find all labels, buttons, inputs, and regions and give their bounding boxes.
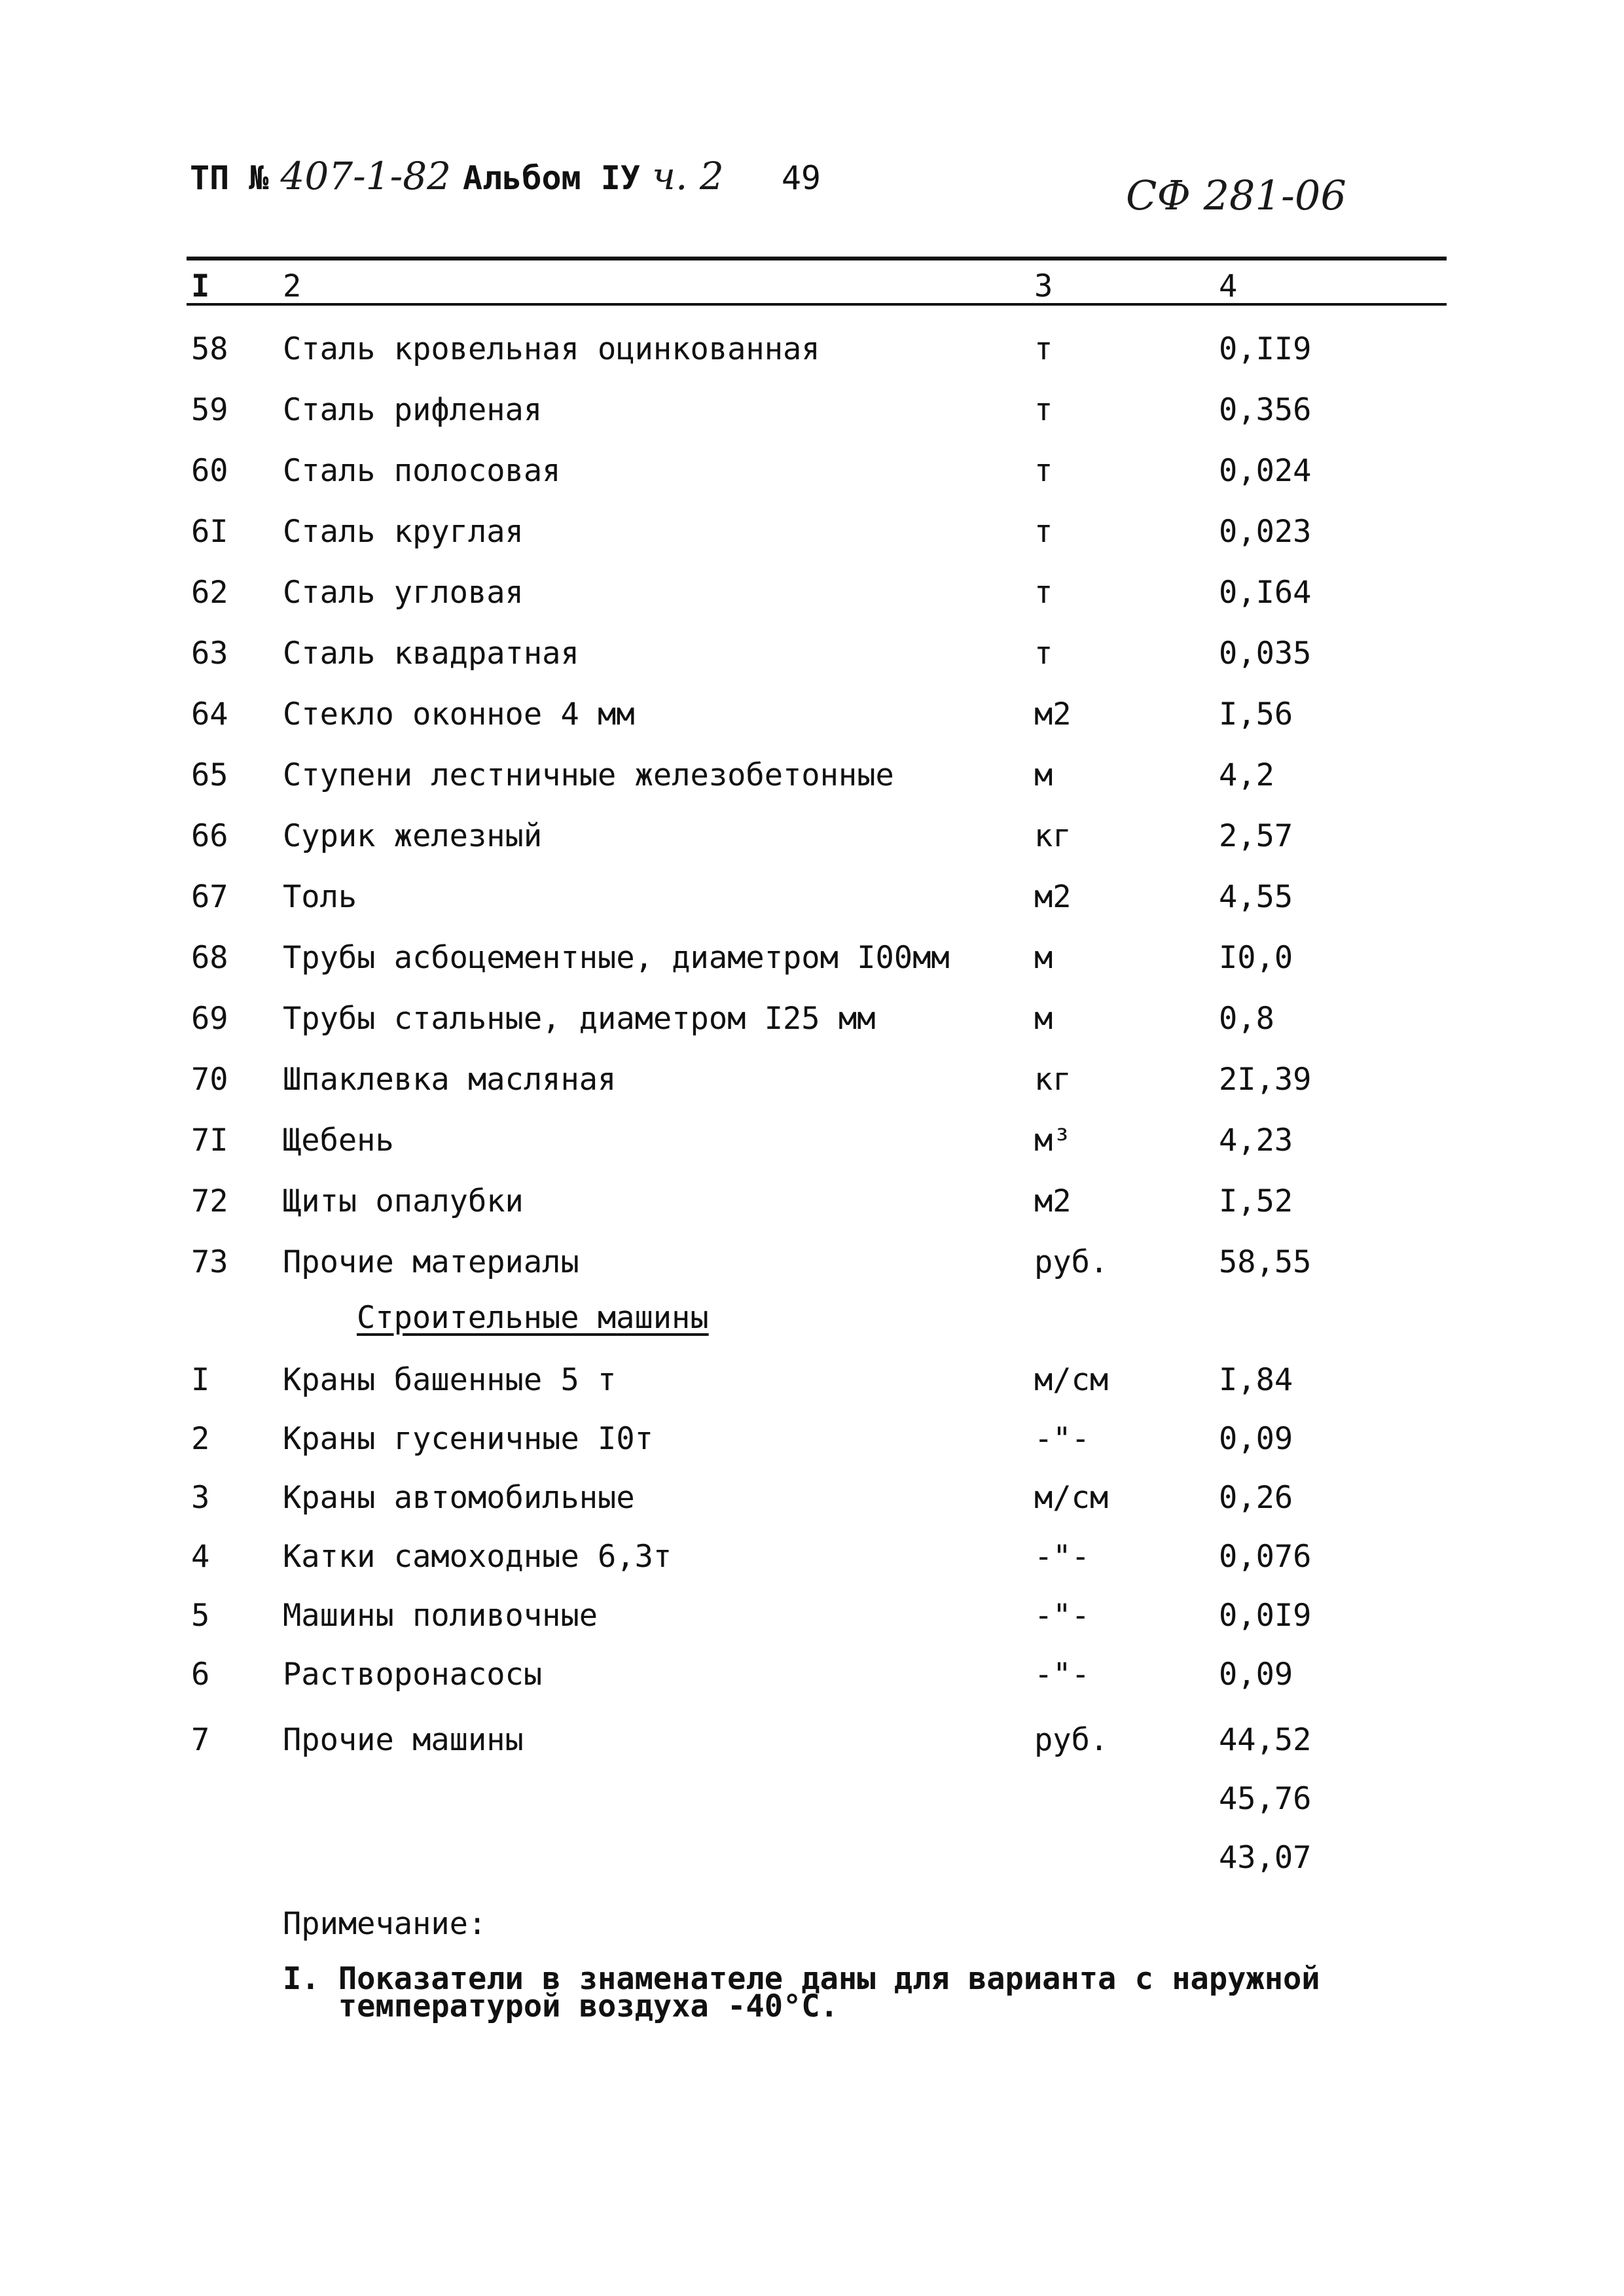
column-header-1: I: [191, 268, 210, 304]
row-value: 0,26: [1219, 1480, 1293, 1516]
row-unit: руб.: [1034, 1244, 1109, 1280]
row-unit: -"-: [1034, 1657, 1090, 1693]
row-value: 0,II9: [1219, 331, 1312, 367]
row-name: Краны автомобильные: [283, 1480, 635, 1516]
row-number: I: [191, 1362, 210, 1398]
row-unit: м2: [1034, 879, 1072, 915]
row-unit: т: [1034, 575, 1053, 611]
extra-value: 45,76: [1219, 1781, 1312, 1817]
row-number: 64: [191, 696, 228, 732]
row-number: 68: [191, 940, 228, 976]
note-line-1: I. Показатели в знаменателе даны для варианта с наружной: [283, 1961, 1320, 1997]
row-unit: т: [1034, 331, 1053, 367]
row-name: Прочие материалы: [283, 1244, 579, 1280]
column-header-3: 3: [1034, 268, 1053, 304]
row-value: I,56: [1219, 696, 1293, 732]
row-unit: -"-: [1034, 1598, 1090, 1634]
row-number: 73: [191, 1244, 228, 1280]
row-number: 69: [191, 1001, 228, 1037]
row-value: 0,024: [1219, 453, 1312, 489]
row-value: 4,55: [1219, 879, 1293, 915]
row-number: 5: [191, 1598, 210, 1634]
row-unit: кг: [1034, 818, 1072, 854]
row-name: Сталь рифленая: [283, 392, 543, 428]
row-name: Сталь квадратная: [283, 636, 579, 672]
row-name: Сталь угловая: [283, 575, 524, 611]
note-line-2: температурой воздуха -40°С.: [283, 1988, 839, 2024]
row-name: Трубы асбоцементные, диаметром I00мм: [283, 940, 950, 976]
row-name: Шпаклевка масляная: [283, 1062, 617, 1098]
row-name: Толь: [283, 879, 357, 915]
row-value: 0,09: [1219, 1657, 1293, 1693]
row-name: Краны башенные 5 т: [283, 1362, 617, 1398]
row-name: Краны гусеничные I0т: [283, 1421, 653, 1457]
row-name: Сталь полосовая: [283, 453, 561, 489]
row-value: 0,0I9: [1219, 1598, 1312, 1634]
row-value: 2,57: [1219, 818, 1293, 854]
row-unit: м2: [1034, 696, 1072, 732]
column-header-4: 4: [1219, 268, 1238, 304]
row-name: Катки самоходные 6,3т: [283, 1539, 672, 1575]
row-unit: кг: [1034, 1062, 1072, 1098]
row-value: 58,55: [1219, 1244, 1312, 1280]
page-number: 49: [781, 159, 821, 197]
row-name: Сталь кровельная оцинкованная: [283, 331, 820, 367]
row-name: Прочие машины: [283, 1722, 524, 1758]
row-number: 65: [191, 757, 228, 793]
row-number: 67: [191, 879, 228, 915]
row-number: 72: [191, 1183, 228, 1219]
row-number: 6I: [191, 514, 228, 550]
row-number: 62: [191, 575, 228, 611]
row-number: 63: [191, 636, 228, 672]
row-name: Сурик железный: [283, 818, 543, 854]
row-name: Машины поливочные: [283, 1598, 598, 1634]
row-name: Стекло оконное 4 мм: [283, 696, 635, 732]
row-unit: т: [1034, 392, 1053, 428]
album-label: Альбом IУ: [463, 159, 640, 197]
row-unit: м2: [1034, 1183, 1072, 1219]
row-number: 70: [191, 1062, 228, 1098]
row-value: 0,09: [1219, 1421, 1293, 1457]
row-value: 0,356: [1219, 392, 1312, 428]
row-unit: -"-: [1034, 1539, 1090, 1575]
row-name: Сталь круглая: [283, 514, 524, 550]
row-name: Ступени лестничные железобетонные: [283, 757, 894, 793]
row-value: 0,076: [1219, 1539, 1312, 1575]
part-label: ч. 2: [651, 154, 724, 198]
row-name: Растворонасосы: [283, 1657, 543, 1693]
row-value: 0,035: [1219, 636, 1312, 672]
row-name: Трубы стальные, диаметром I25 мм: [283, 1001, 876, 1037]
header-prefix: ТП №: [190, 159, 269, 197]
row-unit: м/см: [1034, 1480, 1109, 1516]
row-value: I,84: [1219, 1362, 1293, 1398]
row-value: 44,52: [1219, 1722, 1312, 1758]
section-title: Строительные машины: [357, 1300, 709, 1336]
row-number: 4: [191, 1539, 210, 1575]
row-name: Щебень: [283, 1122, 394, 1158]
row-value: 4,23: [1219, 1122, 1293, 1158]
row-value: I0,0: [1219, 940, 1293, 976]
row-number: 7I: [191, 1122, 228, 1158]
row-unit: т: [1034, 514, 1053, 550]
row-unit: -"-: [1034, 1421, 1090, 1457]
row-value: 0,023: [1219, 514, 1312, 550]
row-value: 2I,39: [1219, 1062, 1312, 1098]
row-value: 0,8: [1219, 1001, 1274, 1037]
row-number: 3: [191, 1480, 210, 1516]
row-unit: м/см: [1034, 1362, 1109, 1398]
note-title: Примечание:: [283, 1906, 487, 1942]
extra-value: 43,07: [1219, 1840, 1312, 1876]
document-code: СФ 281-06: [1126, 171, 1346, 219]
row-number: 7: [191, 1722, 210, 1758]
row-unit: т: [1034, 636, 1053, 672]
row-unit: м³: [1034, 1122, 1072, 1158]
row-number: 66: [191, 818, 228, 854]
row-name: Щиты опалубки: [283, 1183, 524, 1219]
row-value: I,52: [1219, 1183, 1293, 1219]
row-value: 0,I64: [1219, 575, 1312, 611]
row-number: 2: [191, 1421, 210, 1457]
row-value: 4,2: [1219, 757, 1274, 793]
row-unit: м: [1034, 1001, 1053, 1037]
row-unit: т: [1034, 453, 1053, 489]
row-number: 6: [191, 1657, 210, 1693]
row-unit: м: [1034, 757, 1053, 793]
project-number: 407-1-82: [280, 154, 452, 198]
row-unit: м: [1034, 940, 1053, 976]
row-unit: руб.: [1034, 1722, 1109, 1758]
column-header-2: 2: [283, 268, 302, 304]
row-number: 59: [191, 392, 228, 428]
row-number: 58: [191, 331, 228, 367]
row-number: 60: [191, 453, 228, 489]
